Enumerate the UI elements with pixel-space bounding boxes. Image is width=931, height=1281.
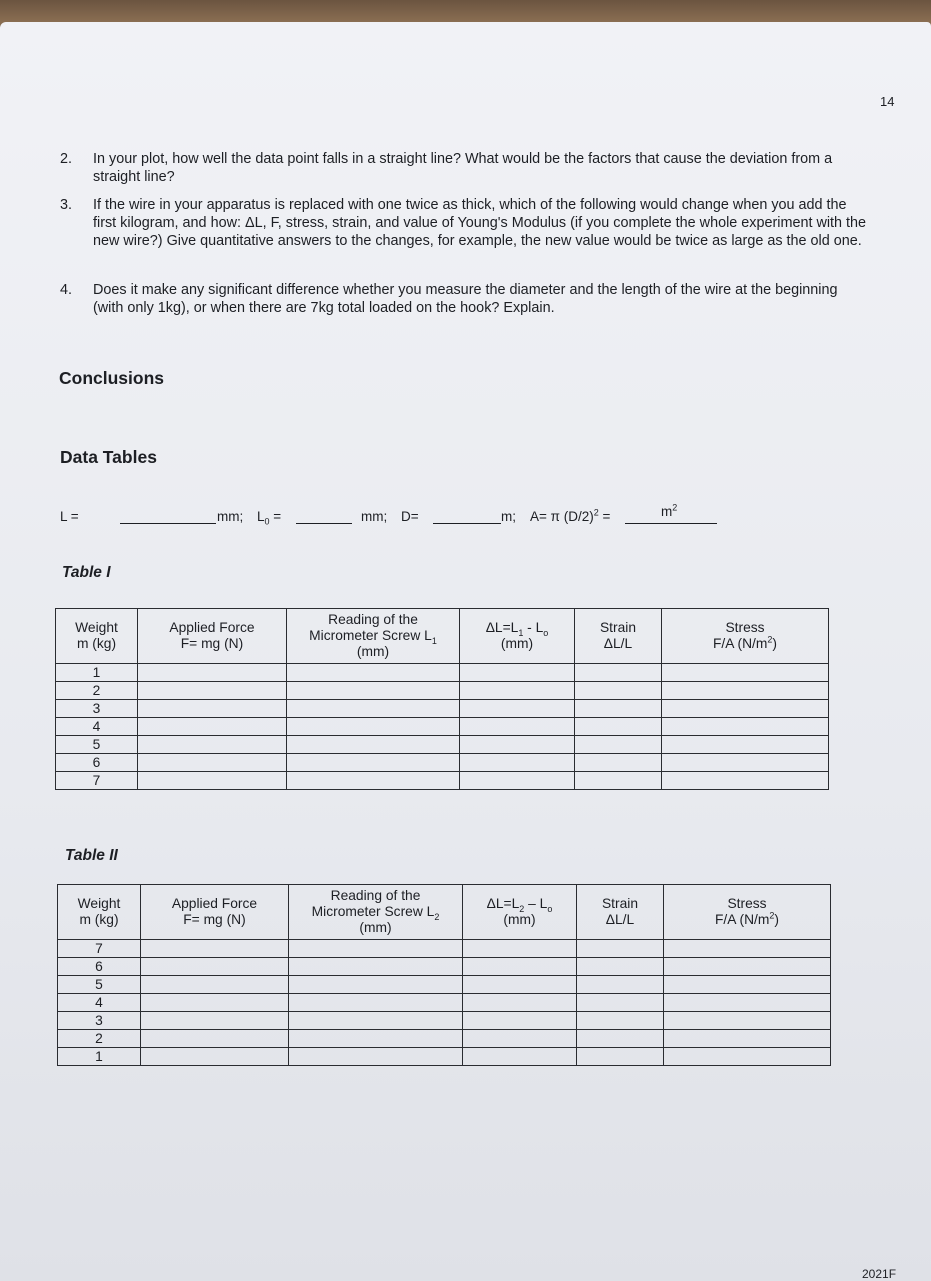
stress-cell[interactable] [662, 772, 829, 790]
strain-cell[interactable] [575, 682, 662, 700]
stress-cell[interactable] [664, 958, 831, 976]
delta-cell[interactable] [460, 754, 575, 772]
delta-cell[interactable] [460, 664, 575, 682]
reading-cell[interactable] [287, 664, 460, 682]
reading-cell[interactable] [287, 682, 460, 700]
weight-cell: 4 [58, 994, 141, 1012]
table-row [58, 1030, 831, 1048]
l0-label: $L_0$ = [257, 509, 282, 527]
reading-cell[interactable] [289, 1030, 463, 1048]
strain-cell[interactable] [577, 1048, 664, 1066]
d-blank[interactable] [433, 523, 501, 524]
strain-cell[interactable] [577, 976, 664, 994]
reading-cell[interactable] [287, 718, 460, 736]
l-blank[interactable] [120, 523, 216, 524]
delta-cell[interactable] [460, 700, 575, 718]
area-formula: A= π $(D/2)^2$ = [530, 507, 611, 524]
strain-cell[interactable] [575, 772, 662, 790]
stress-cell[interactable] [662, 664, 829, 682]
stress-cell[interactable] [664, 1030, 831, 1048]
weight-cell: 6 [58, 958, 141, 976]
reading-cell[interactable] [289, 976, 463, 994]
weight-cell: 2 [58, 1030, 141, 1048]
strain-cell[interactable] [575, 754, 662, 772]
reading-cell[interactable] [289, 1012, 463, 1030]
question-number: 3. [60, 197, 73, 213]
force-cell[interactable] [141, 1030, 289, 1048]
table-row [58, 1048, 831, 1066]
force-cell[interactable] [138, 754, 287, 772]
question-2 [60, 150, 870, 186]
table-row [58, 940, 831, 958]
data-tables-heading: Data Tables [60, 447, 157, 467]
table-row [56, 682, 829, 700]
weight-cell: 5 [56, 736, 138, 754]
force-cell[interactable] [141, 940, 289, 958]
question-3 [60, 196, 870, 250]
table-i-title: Table I [62, 564, 111, 581]
m-unit: m; [501, 509, 516, 524]
question-text: Does it make any significant difference whether you measure the diameter and the length of the wire at the beginning (with only 1kg), or when there are 7kg total loaded on the hook? Explain. [93, 282, 838, 316]
stress-cell[interactable] [662, 718, 829, 736]
reading-cell[interactable] [289, 994, 463, 1012]
header-strain: Strain ΔL/L [577, 885, 664, 940]
force-cell[interactable] [141, 1012, 289, 1030]
force-cell[interactable] [141, 1048, 289, 1066]
delta-cell[interactable] [460, 772, 575, 790]
header-stress: Stress F/A $(N/m^2)$ [662, 609, 829, 664]
weight-cell: 4 [56, 718, 138, 736]
header-applied-force: Applied Force F= mg (N) [141, 885, 289, 940]
mm-unit: mm; [217, 509, 244, 524]
stress-cell[interactable] [664, 1048, 831, 1066]
weight-cell: 5 [58, 976, 141, 994]
delta-cell[interactable] [463, 1030, 577, 1048]
header-delta-l: $\Delta L=L_2 - L_o$ (mm) [463, 885, 577, 940]
reading-cell[interactable] [289, 1048, 463, 1066]
table-row [56, 736, 829, 754]
weight-cell: 6 [56, 754, 138, 772]
strain-cell[interactable] [577, 1030, 664, 1048]
table-row [56, 664, 829, 682]
page-number: 14 [880, 94, 895, 109]
data-table-ii [57, 884, 831, 1066]
force-cell[interactable] [138, 718, 287, 736]
question-text: If the wire in your apparatus is replaced with one twice as thick, which of the following would change when you add the first kilogram, and how: ΔL, F, stress, strain, and value of Young's Modulus (if you complete the whole experiment with the new wire?) Give quantitative answers to the changes, for example, the new value would be twice as large as the old one. [93, 197, 867, 249]
reading-cell[interactable] [287, 772, 460, 790]
table-row [58, 1012, 831, 1030]
strain-cell[interactable] [575, 718, 662, 736]
header-strain: Strain ΔL/L [575, 609, 662, 664]
table-row [56, 718, 829, 736]
stress-cell[interactable] [662, 736, 829, 754]
delta-cell[interactable] [460, 736, 575, 754]
reading-cell[interactable] [287, 700, 460, 718]
d-label: D= [401, 509, 419, 524]
table-header-row [58, 885, 831, 940]
footer-code: 2021F [862, 1267, 897, 1281]
stress-cell[interactable] [664, 976, 831, 994]
delta-cell[interactable] [463, 958, 577, 976]
stress-cell[interactable] [662, 700, 829, 718]
force-cell[interactable] [138, 736, 287, 754]
delta-cell[interactable] [463, 940, 577, 958]
delta-cell[interactable] [463, 1048, 577, 1066]
reading-cell[interactable] [289, 940, 463, 958]
mm-unit: mm; [361, 509, 388, 524]
strain-cell[interactable] [577, 958, 664, 976]
delta-cell[interactable] [463, 1012, 577, 1030]
force-cell[interactable] [141, 994, 289, 1012]
header-micrometer-reading: Reading of the Micrometer Screw $L_1$ (mm) [287, 609, 460, 664]
weight-cell: 7 [58, 940, 141, 958]
weight-cell: 1 [56, 664, 138, 682]
strain-cell[interactable] [577, 994, 664, 1012]
force-cell[interactable] [138, 700, 287, 718]
force-cell[interactable] [141, 976, 289, 994]
force-cell[interactable] [138, 772, 287, 790]
strain-cell[interactable] [577, 940, 664, 958]
stress-cell[interactable] [664, 1012, 831, 1030]
question-number: 4. [60, 282, 73, 298]
reading-cell[interactable] [289, 958, 463, 976]
table-row [56, 754, 829, 772]
stress-cell[interactable] [662, 754, 829, 772]
delta-cell[interactable] [460, 718, 575, 736]
force-cell[interactable] [141, 958, 289, 976]
strain-cell[interactable] [577, 1012, 664, 1030]
table-row [56, 700, 829, 718]
header-weight: Weight m (kg) [58, 885, 141, 940]
delta-cell[interactable] [460, 682, 575, 700]
header-applied-force: Applied Force F= mg (N) [138, 609, 287, 664]
header-weight: Weight m (kg) [56, 609, 138, 664]
strain-cell[interactable] [575, 664, 662, 682]
reading-cell[interactable] [287, 736, 460, 754]
conclusions-heading: Conclusions [59, 368, 165, 388]
force-cell[interactable] [138, 682, 287, 700]
delta-cell[interactable] [463, 976, 577, 994]
l0-blank[interactable] [296, 523, 352, 524]
table-row [58, 976, 831, 994]
l-label: L = [60, 509, 79, 524]
weight-cell: 1 [58, 1048, 141, 1066]
data-table-i [55, 608, 829, 790]
reading-cell[interactable] [287, 754, 460, 772]
question-4 [60, 281, 870, 317]
table-row [56, 772, 829, 790]
header-stress: Stress F/A $(N/m^2)$ [664, 885, 831, 940]
force-cell[interactable] [138, 664, 287, 682]
stress-cell[interactable] [664, 940, 831, 958]
table-header-row [56, 609, 829, 664]
question-number: 2. [60, 151, 73, 167]
stress-cell[interactable] [664, 994, 831, 1012]
table-ii-title: Table II [65, 847, 118, 864]
measurement-line [60, 502, 760, 529]
weight-cell: 7 [56, 772, 138, 790]
area-blank[interactable] [625, 523, 717, 524]
stress-cell[interactable] [662, 682, 829, 700]
weight-cell: 2 [56, 682, 138, 700]
header-micrometer-reading: Reading of the Micrometer Screw $L_2$ (mm) [289, 885, 463, 940]
weight-cell: 3 [56, 700, 138, 718]
header-delta-l: $\Delta L=L_1 - L_o$ (mm) [460, 609, 575, 664]
m2-unit: $m^2$ [661, 502, 678, 519]
table-row [58, 958, 831, 976]
question-text: In your plot, how well the data point falls in a straight line? What would be the factors that cause the deviation from a straight line? [93, 151, 833, 185]
strain-cell[interactable] [575, 736, 662, 754]
delta-cell[interactable] [463, 994, 577, 1012]
weight-cell: 3 [58, 1012, 141, 1030]
strain-cell[interactable] [575, 700, 662, 718]
table-row [58, 994, 831, 1012]
